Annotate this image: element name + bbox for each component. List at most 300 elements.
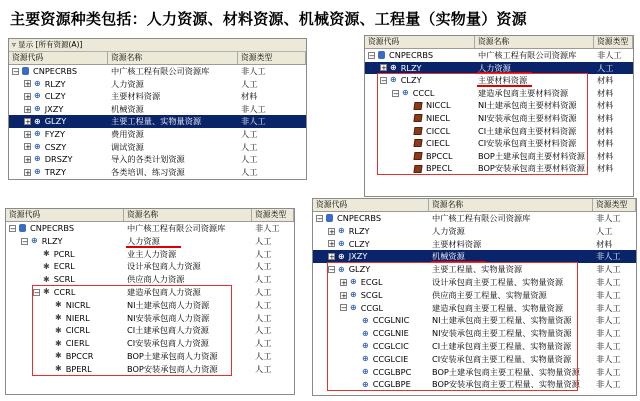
resource-type: 非人工 (597, 50, 622, 60)
resource-name: 主要工程量、实物量资源 (432, 264, 523, 275)
resource-icon: ⊕ (362, 328, 369, 338)
collapse-icon[interactable]: − (22, 237, 28, 246)
resource-icon: ⊕ (34, 129, 41, 139)
resource-code: CCGLBPE (372, 379, 411, 390)
labor-icon: ✱ (55, 312, 62, 322)
tree-row[interactable] (6, 248, 294, 261)
tree-row[interactable] (6, 286, 294, 299)
collapse-icon[interactable]: − (341, 304, 347, 313)
tree-row[interactable] (9, 128, 306, 141)
column-header-name[interactable]: 资源名称 (429, 199, 593, 211)
resource-type: 人工 (255, 325, 272, 336)
tree-row[interactable] (313, 327, 636, 340)
tree-row[interactable] (313, 238, 636, 251)
tree-node (33, 286, 75, 299)
tree-row[interactable] (6, 222, 294, 235)
tree-row[interactable] (6, 299, 294, 312)
resource-name: 建造承包商主要材料资源 (478, 87, 569, 98)
expand-icon[interactable]: + (25, 130, 31, 139)
resource-code: CNPECRBS (33, 66, 78, 76)
tree-spacer (404, 140, 411, 147)
tree-node (352, 378, 411, 391)
expand-icon[interactable]: + (329, 227, 335, 236)
tree-row[interactable] (313, 378, 636, 391)
tree-node (352, 327, 409, 340)
expand-icon[interactable]: + (329, 253, 335, 262)
resource-code: JXZY (348, 251, 368, 262)
tree-row[interactable] (6, 273, 294, 286)
resource-type: 人工 (255, 261, 272, 272)
tree-spacer (404, 165, 411, 172)
tree-row[interactable] (313, 314, 636, 327)
tree-node (380, 62, 422, 75)
tree-row[interactable] (313, 340, 636, 353)
resource-type: 人工 (255, 274, 272, 285)
database-icon (378, 51, 385, 59)
resource-type: 人工 (241, 154, 258, 165)
resource-code: RLZY (348, 225, 370, 236)
resource-code: BPCCL (426, 150, 453, 161)
tree-node (340, 276, 383, 289)
resource-code: CCGLNIE (372, 328, 409, 339)
tree-node (9, 222, 74, 235)
filter-dropdown-icon[interactable]: ▿ (12, 40, 19, 49)
resource-type: 人工 (241, 166, 258, 177)
resource-name: 业主人力资源 (127, 248, 177, 259)
tree-spacer (404, 102, 411, 109)
resource-icon: ⊕ (350, 302, 357, 312)
expand-icon[interactable]: + (25, 105, 31, 114)
resource-name: BOP安装承包商主要材料资源 (478, 163, 585, 174)
tree-row[interactable] (6, 350, 294, 363)
resource-icon: ⊕ (34, 116, 41, 126)
red-underline (477, 85, 532, 87)
tree-row[interactable] (365, 150, 633, 163)
tree-node (24, 166, 66, 179)
resource-code: CLZY (348, 238, 370, 249)
tree-node (33, 248, 75, 261)
column-header-type[interactable]: 资源类型 (252, 209, 294, 221)
tree-row[interactable] (313, 353, 636, 366)
collapse-icon[interactable]: − (10, 224, 16, 233)
tree-row[interactable] (365, 49, 633, 62)
tree-row[interactable] (365, 125, 633, 138)
column-header-type[interactable]: 资源类型 (238, 52, 306, 64)
resource-type: 非人工 (596, 213, 621, 223)
resource-type: 非人工 (241, 103, 266, 114)
tree-node (24, 153, 73, 166)
tree-node (24, 141, 66, 154)
resource-icon: ⊕ (338, 251, 345, 261)
tree-row[interactable] (9, 115, 306, 128)
resource-icon: ⊕ (390, 75, 397, 85)
resource-name: 各类培训、练习资源 (111, 166, 185, 177)
resource-type: 人工 (241, 78, 258, 89)
tree-spacer (352, 356, 359, 363)
resource-name: 中广核工程有限公司资源库 (111, 66, 210, 76)
resource-code: GLZY (348, 264, 371, 275)
tree-row[interactable] (365, 112, 633, 125)
expand-icon[interactable]: + (381, 64, 387, 73)
resource-type: 材料 (597, 125, 614, 136)
resource-tree-window-materials (364, 35, 634, 197)
column-header-code[interactable]: 资源代码 (365, 36, 475, 48)
tree-node (352, 314, 409, 327)
tree-row[interactable] (313, 225, 636, 238)
tree-node (368, 49, 433, 62)
resource-type: 人工 (596, 225, 613, 236)
resource-type: 人工 (255, 248, 272, 259)
column-header-code[interactable]: 资源代码 (9, 52, 108, 64)
database-icon (326, 214, 333, 222)
resource-code: CNPECRBS (337, 213, 382, 223)
resource-name: 主要材料资源 (432, 238, 482, 249)
resource-code: RLZY (400, 62, 422, 73)
page-title: 主要资源种类包括：人力资源、材料资源、机械资源、工程量（实物量）资源 (10, 10, 527, 28)
database-icon (22, 67, 29, 75)
resource-name: 人力资源 (127, 235, 160, 246)
column-header (365, 36, 633, 49)
tree-node (45, 324, 90, 337)
labor-icon: ✱ (43, 261, 50, 271)
resource-name: 供应商人力资源 (127, 274, 185, 285)
resource-icon: ⊕ (362, 315, 369, 325)
tree-row[interactable] (313, 276, 636, 289)
tree-node (340, 289, 383, 302)
tree-node (45, 299, 90, 312)
resource-type: 非人工 (596, 276, 621, 287)
resource-code: CCGLCIC (372, 340, 409, 351)
resource-icon: ⊕ (350, 290, 357, 300)
resource-name: CI土建承包商主要工程量、实物量资源 (432, 340, 572, 351)
column-header-type[interactable]: 资源类型 (594, 36, 633, 48)
resource-code: RLZY (44, 78, 66, 89)
resource-code: CIERL (65, 338, 90, 349)
resource-name: CI安装承包商主要材料资源 (478, 138, 577, 149)
tree-row[interactable] (313, 212, 636, 225)
tree-row[interactable] (9, 90, 306, 103)
tree-node (404, 137, 450, 150)
collapse-icon[interactable]: − (369, 51, 375, 60)
resource-type: 人工 (255, 299, 272, 310)
resource-type: 非人工 (596, 315, 621, 326)
resource-type: 人工 (255, 338, 272, 349)
expand-icon[interactable]: + (329, 240, 335, 249)
resource-type: 人工 (255, 350, 272, 361)
resource-code: CSZY (44, 141, 67, 152)
database-icon (19, 224, 26, 232)
resource-name: NI安装承包商人力资源 (127, 312, 210, 323)
resource-code: PCRL (53, 248, 75, 259)
resource-type: 非人工 (596, 353, 621, 364)
resource-code: NICRL (65, 299, 91, 310)
tree-row[interactable] (9, 153, 306, 166)
resource-type: 非人工 (596, 289, 621, 300)
resource-code: CCGL (360, 302, 384, 313)
resource-name: 费用资源 (111, 128, 144, 139)
resource-name: BOP安装承包商主要工程量、实物量资源 (432, 379, 580, 390)
tree-spacer (352, 330, 359, 337)
tree-spacer (352, 343, 359, 350)
tree-spacer (33, 263, 40, 270)
tree-node (45, 350, 93, 363)
resource-name: 导入的各类计划资源 (111, 154, 185, 165)
resource-code: NIERL (65, 312, 90, 323)
resource-name: 主要材料资源 (111, 91, 161, 102)
tree-spacer (404, 127, 411, 134)
column-header (6, 209, 294, 222)
column-header-name[interactable]: 资源名称 (108, 52, 238, 64)
tree-spacer (45, 353, 52, 360)
resource-code: CCGLNIC (372, 315, 410, 326)
column-header-type[interactable]: 资源类型 (593, 199, 636, 211)
tree-row[interactable] (313, 302, 636, 315)
collapse-icon[interactable]: − (381, 76, 387, 85)
tree-spacer (404, 153, 411, 160)
resource-name: NI土建承包商主要材料资源 (478, 100, 577, 111)
resource-code: SCRL (53, 274, 75, 285)
resource-icon: ⊕ (402, 88, 409, 98)
resource-icon: ⊕ (34, 78, 41, 88)
tree-row[interactable] (365, 137, 633, 150)
tree-spacer (45, 366, 52, 373)
resource-name: 机械资源 (432, 251, 465, 262)
tree-node (352, 340, 409, 353)
resource-name: 设计承包商主要工程量、实物量资源 (432, 276, 564, 287)
tree-node (328, 238, 370, 251)
resource-type: 非人工 (596, 366, 621, 377)
tree-node (404, 99, 451, 112)
expand-icon[interactable]: + (25, 143, 31, 152)
resource-type: 材料 (597, 75, 614, 86)
resource-name: 中广核工程有限公司资源库 (432, 213, 531, 223)
resource-type: 非人工 (596, 264, 621, 275)
resource-type: 人工 (255, 363, 272, 374)
tree-node (392, 87, 434, 100)
resource-icon: ⊕ (362, 366, 369, 376)
resource-name: 中广核工程有限公司资源库 (478, 50, 577, 60)
tree-row[interactable] (6, 337, 294, 350)
resource-icon: ⊕ (34, 91, 41, 101)
tree-spacer (45, 327, 52, 334)
resource-tree-window-labor (5, 208, 295, 395)
tree-node (316, 212, 381, 225)
resource-code: RLZY (41, 235, 63, 246)
column-header-name[interactable]: 资源名称 (124, 209, 252, 221)
resource-tree-window-quantities (312, 198, 637, 396)
tree-row[interactable] (9, 141, 306, 154)
collapse-icon[interactable]: − (393, 89, 399, 98)
resource-code: CLZY (400, 75, 422, 86)
tree-row[interactable] (365, 99, 633, 112)
column-header-name[interactable]: 资源名称 (475, 36, 594, 48)
labor-icon: ✱ (55, 338, 62, 348)
resource-name: BOP土建承包商主要工程量、实物量资源 (432, 366, 580, 377)
filter-label: 显示 [所有资源(A)] (18, 40, 83, 49)
tree-row[interactable] (313, 366, 636, 379)
resource-code: BPECL (426, 163, 453, 174)
resource-tree-window-overview (8, 38, 307, 180)
red-underline (477, 72, 532, 74)
resource-code: GLZY (44, 116, 67, 127)
column-header (313, 199, 636, 212)
expand-icon[interactable]: + (341, 278, 347, 287)
tree-node (404, 112, 450, 125)
column-header-code[interactable]: 资源代码 (6, 209, 124, 221)
resource-type: 人工 (597, 62, 614, 73)
resource-name: 人力资源 (478, 62, 511, 73)
tree-row[interactable] (6, 363, 294, 376)
tree-row[interactable] (9, 166, 306, 179)
tree-row[interactable] (365, 162, 633, 175)
tree-row[interactable] (365, 87, 633, 100)
material-icon (413, 127, 422, 135)
tree-row[interactable] (9, 103, 306, 116)
resource-icon: ⊕ (338, 238, 345, 248)
expand-icon[interactable]: + (25, 80, 31, 89)
tree-row[interactable] (6, 312, 294, 325)
resource-type: 非人工 (596, 379, 621, 390)
labor-icon: ✱ (43, 248, 50, 258)
red-underline (126, 246, 181, 248)
resource-type: 人工 (255, 286, 272, 297)
tree-spacer (352, 381, 359, 388)
resource-name: CI土建承包商人力资源 (127, 325, 209, 336)
resource-name: 建造承包商人力资源 (127, 286, 201, 297)
expand-icon[interactable]: + (25, 168, 31, 177)
tree-node (24, 128, 65, 141)
labor-icon: ✱ (43, 274, 50, 284)
expand-icon[interactable]: + (341, 291, 347, 300)
resource-name: BOP土建承包商主要材料资源 (478, 150, 585, 161)
resource-type: 人工 (255, 312, 272, 323)
resource-icon: ⊕ (338, 264, 345, 274)
resource-type: 材料 (597, 163, 614, 174)
tree-node (21, 235, 63, 248)
resource-name: 调试资源 (111, 141, 144, 152)
resource-type: 非人工 (596, 251, 621, 262)
tree-node (45, 312, 90, 325)
resource-code: JXZY (44, 103, 64, 114)
resource-icon: ⊕ (34, 104, 41, 114)
collapse-icon[interactable]: − (329, 266, 335, 275)
tree-node (33, 273, 75, 286)
tree-node (45, 337, 89, 350)
collapse-icon[interactable]: − (34, 288, 40, 297)
column-header (9, 52, 306, 65)
tree-node (24, 103, 63, 116)
resource-name: BOP安装承包商人力资源 (127, 363, 218, 374)
resource-name: 机械资源 (111, 103, 144, 114)
resource-code: CNPECRBS (30, 223, 75, 233)
resource-type: 非人工 (241, 116, 266, 127)
tree-node (24, 115, 66, 128)
resource-code: NICCL (426, 100, 451, 111)
tree-spacer (352, 317, 359, 324)
resource-code: CCRL (53, 286, 76, 297)
resource-icon: ⊕ (34, 141, 41, 151)
tree-spacer (33, 250, 40, 257)
resource-code: CCGLBPC (372, 366, 412, 377)
resource-code: NIECL (426, 112, 450, 123)
resource-name: 建造承包商主要工程量、实物量资源 (432, 302, 564, 313)
filter-bar[interactable] (9, 39, 306, 52)
resource-name: 人力资源 (432, 225, 465, 236)
resource-icon: ⊕ (390, 62, 397, 72)
resource-name: 供应商主要工程量、实物量资源 (432, 289, 547, 300)
tree-spacer (45, 314, 52, 321)
resource-type: 材料 (597, 100, 614, 111)
tree-spacer (45, 340, 52, 347)
resource-name: CI土建承包商主要材料资源 (478, 125, 577, 136)
resource-icon: ⊕ (350, 277, 357, 287)
labor-icon: ✱ (55, 351, 62, 361)
resource-name: CI安装承包商人力资源 (127, 338, 209, 349)
resource-icon: ⊕ (34, 154, 41, 164)
resource-name: NI安装承包商主要材料资源 (478, 112, 577, 123)
tree-node (45, 363, 92, 376)
resource-name: BOP土建承包商人力资源 (127, 350, 218, 361)
resource-code: CCCL (412, 87, 435, 98)
resource-name: 主要工程量、实物量资源 (111, 116, 202, 127)
resource-type: 非人工 (596, 302, 621, 313)
column-header-code[interactable]: 资源代码 (313, 199, 429, 211)
collapse-icon[interactable]: − (317, 214, 323, 223)
tree-node (352, 366, 411, 379)
resource-code: TRZY (44, 166, 67, 177)
resource-code: CIECL (426, 138, 450, 149)
resource-type: 材料 (597, 112, 614, 123)
tree-row[interactable] (313, 263, 636, 276)
expand-icon[interactable]: + (25, 155, 31, 164)
resource-name: CI安装承包商主要工程量、实物量资源 (432, 353, 572, 364)
tree-node (380, 74, 422, 87)
material-icon (413, 114, 422, 122)
tree-node (352, 353, 408, 366)
resource-name: 中广核工程有限公司资源库 (127, 223, 226, 233)
tree-spacer (45, 302, 52, 309)
expand-icon[interactable]: + (25, 92, 31, 101)
expand-icon[interactable]: + (25, 118, 31, 127)
material-icon (413, 152, 422, 160)
tree-spacer (404, 115, 411, 122)
labor-icon: ✱ (55, 325, 62, 335)
resource-name: NI土建承包商人力资源 (127, 299, 210, 310)
tree-row[interactable] (9, 65, 306, 78)
resource-type: 人工 (241, 128, 258, 139)
resource-code: CLZY (44, 91, 66, 102)
tree-node (404, 125, 450, 138)
tree-row[interactable] (9, 78, 306, 91)
tree-node (24, 90, 66, 103)
resource-type: 非人工 (596, 340, 621, 351)
tree-row[interactable] (6, 260, 294, 273)
material-icon (413, 139, 422, 147)
tree-row[interactable] (6, 324, 294, 337)
resource-name: 人力资源 (111, 78, 144, 89)
resource-icon: ⊕ (362, 379, 369, 389)
collapse-icon[interactable]: − (13, 67, 19, 76)
resource-code: CCGLCIE (372, 353, 409, 364)
resource-type: 人工 (255, 235, 272, 246)
resource-type: 人工 (241, 141, 258, 152)
resource-type: 材料 (596, 238, 613, 249)
tree-node (12, 65, 77, 78)
tree-node (328, 225, 370, 238)
tree-row[interactable] (313, 289, 636, 302)
labor-icon: ✱ (43, 287, 50, 297)
resource-code: BPCCR (65, 350, 94, 361)
